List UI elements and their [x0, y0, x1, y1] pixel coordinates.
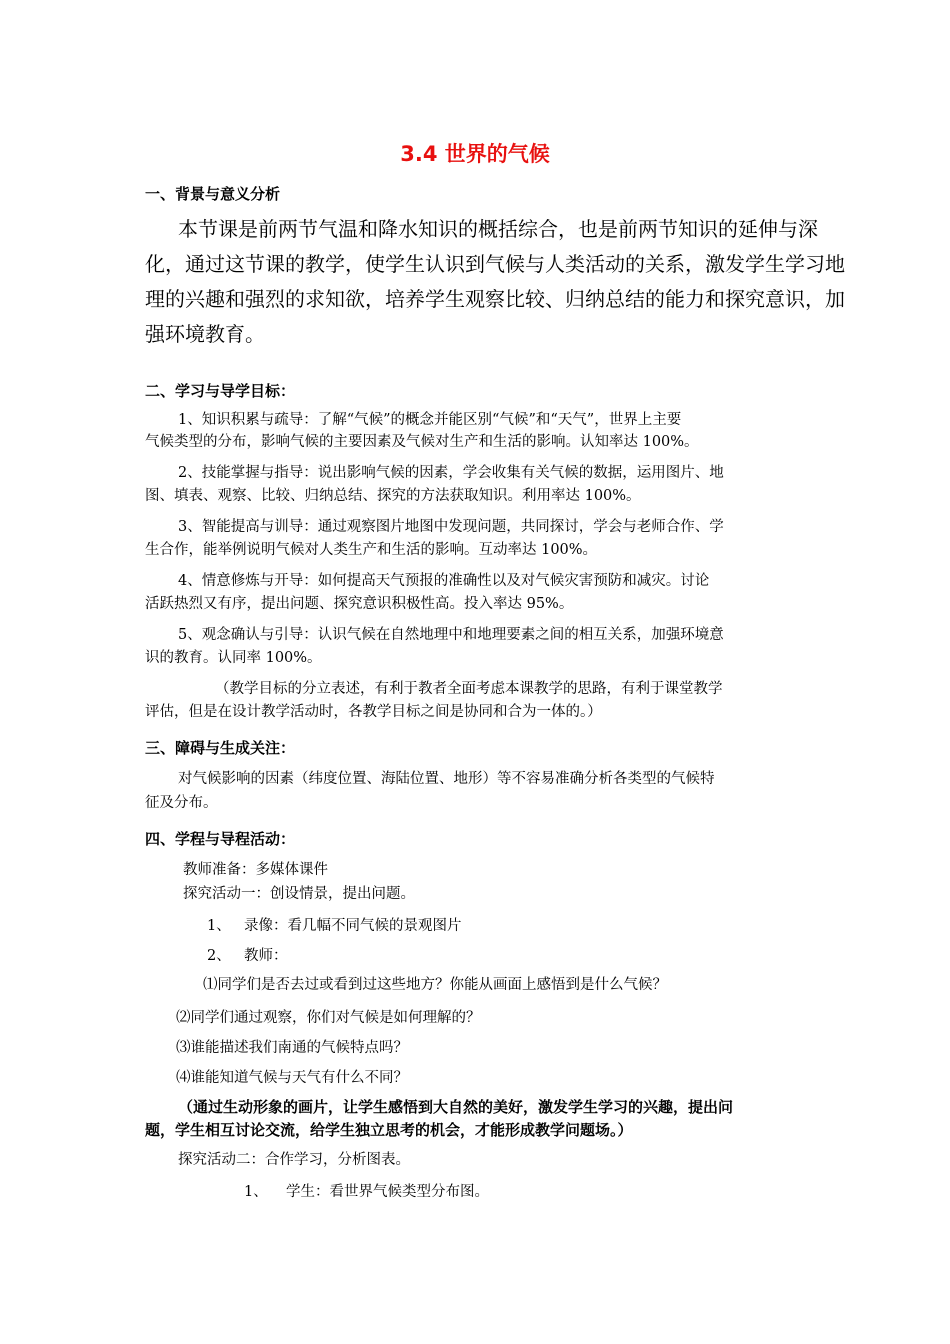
- section-heading-background: 一、背景与意义分析: [145, 185, 281, 203]
- list-number: 2、: [207, 948, 231, 964]
- goal-line: 活跃热烈又有序，提出问题、探究意识积极性高。投入率达 95%。: [145, 596, 574, 612]
- question-line: ⑶谁能描述我们南通的气候特点吗？: [176, 1040, 408, 1056]
- goal-line: 3、智能提高与训导：通过观察图片地图中发现问题，共同探讨，学会与老师合作、学: [178, 519, 724, 535]
- list-number: 1、: [244, 1184, 268, 1200]
- paragraph-line: 对气候影响的因素（纬度位置、海陆位置、地形）等不容易准确分析各类型的气候特: [178, 771, 715, 787]
- note-line: 评估，但是在设计教学活动时，各教学目标之间是协同和合为一体的。）: [145, 704, 602, 720]
- goal-line: 识的教育。认同率 100%。: [145, 650, 322, 666]
- list-item-text: 教师：: [244, 948, 288, 964]
- note-line: （教学目标的分立表述，有利于教者全面考虑本课教学的思路，有利于课堂教学: [215, 681, 723, 697]
- bold-note-line: 题，学生相互讨论交流，给学生独立思考的机会，才能形成教学问题场。）: [145, 1121, 633, 1139]
- question-line: ⑷谁能知道气候与天气有什么不同？: [176, 1070, 408, 1086]
- section-heading-activities: 四、学程与导程活动：: [145, 830, 296, 848]
- list-item-text: 学生：看世界气候类型分布图。: [286, 1184, 489, 1200]
- paragraph-line: 征及分布。: [145, 795, 218, 811]
- section-heading-goals: 二、学习与导学目标：: [145, 382, 296, 400]
- activity-heading: 探究活动一：创设情景，提出问题。: [183, 886, 415, 902]
- goal-line: 4、情意修炼与开导：如何提高天气预报的准确性以及对气候灾害预防和减灾。讨论: [178, 573, 710, 589]
- paragraph-line: 化，通过这节课的教学，使学生认识到气候与人类活动的关系，激发学生学习地: [145, 252, 845, 276]
- question-line: ⑴同学们是否去过或看到过这些地方？你能从画面上感悟到是什么气候？: [203, 977, 667, 993]
- bold-note-line: （通过生动形象的画片，让学生感悟到大自然的美好，激发学生学习的兴趣，提出问: [178, 1098, 734, 1116]
- paragraph-line: 本节课是前两节气温和降水知识的概括综合，也是前两节知识的延伸与深: [178, 217, 818, 241]
- list-number: 1、: [207, 918, 231, 934]
- teacher-prep: 教师准备：多媒体课件: [183, 862, 328, 878]
- activity-heading: 探究活动二：合作学习，分析图表。: [178, 1152, 410, 1168]
- list-item-text: 录像：看几幅不同气候的景观图片: [244, 918, 462, 934]
- goal-line: 气候类型的分布，影响气候的主要因素及气候对生产和生活的影响。认知率达 100%。: [145, 434, 699, 450]
- section-heading-obstacles: 三、障碍与生成关注：: [145, 739, 296, 757]
- question-line: ⑵同学们通过观察，你们对气候是如何理解的？: [176, 1010, 481, 1026]
- paragraph-line: 理的兴趣和强烈的求知欲，培养学生观察比较、归纳总结的能力和探究意识，加: [145, 287, 845, 311]
- goal-line: 1、知识积累与疏导：了解“气候”的概念并能区别“气候”和“天气”，世界上主要: [178, 412, 682, 428]
- goal-line: 2、技能掌握与指导：说出影响气候的因素，学会收集有关气候的数据，运用图片、地: [178, 465, 724, 481]
- document-title: 3.4 世界的气候: [400, 142, 550, 166]
- paragraph-line: 强环境教育。: [145, 322, 265, 346]
- goal-line: 生合作，能举例说明气候对人类生产和生活的影响。互动率达 100%。: [145, 542, 598, 558]
- goal-line: 5、观念确认与引导：认识气候在自然地理中和地理要素之间的相互关系，加强环境意: [178, 627, 724, 643]
- goal-line: 图、填表、观察、比较、归纳总结、探究的方法获取知识。利用率达 100%。: [145, 488, 641, 504]
